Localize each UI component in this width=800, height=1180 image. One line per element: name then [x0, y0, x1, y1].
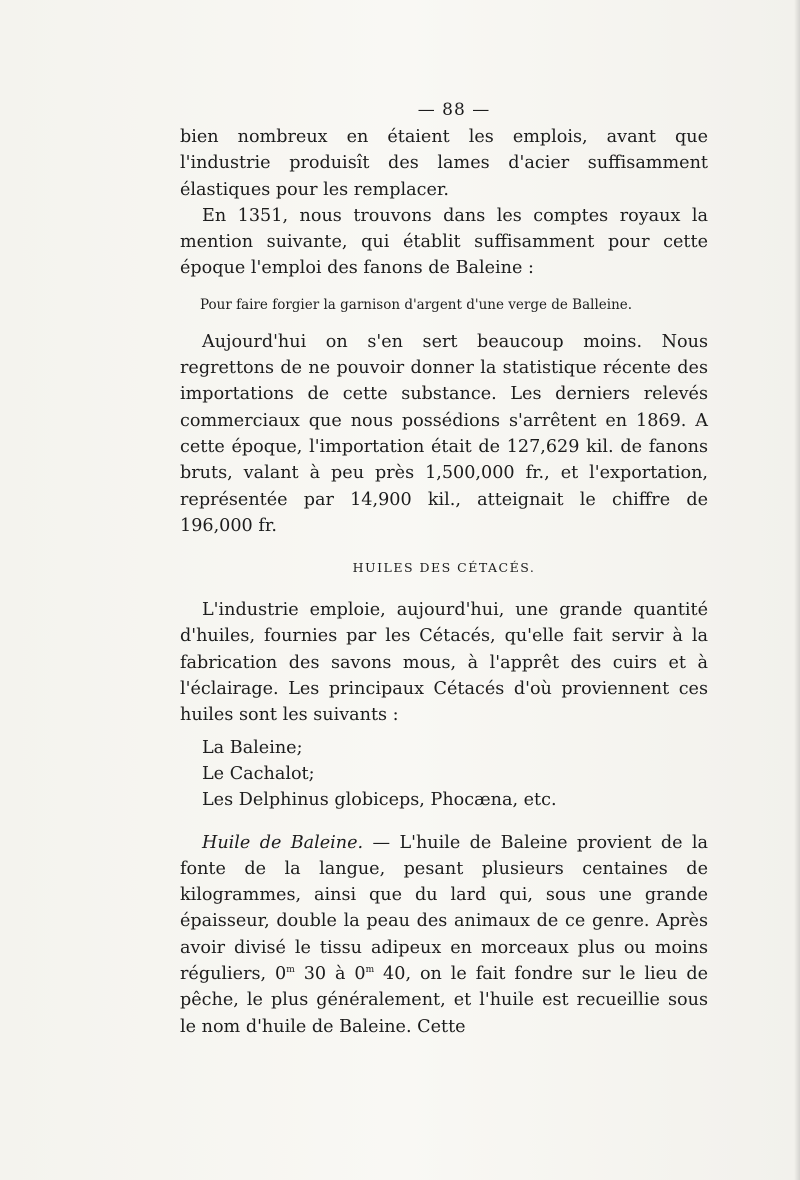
paragraph-continuation: bien nombreux en étaient les emplois, avant que l'industrie produisît des lames d'acier suffisamment élastiques pour les remplacer. [180, 127, 708, 200]
list-item: Les Delphinus globiceps, Phocæna, etc. [202, 790, 557, 811]
paragraph-whale-oil [180, 830, 708, 1040]
whale-oil-text-c: 40, on le fait fondre sur le lieu de pêche, le plus généralement, et l'huile est recueillie sous le nom d'huile de Baleine. Cette [180, 964, 708, 1037]
whale-oil-text-b: 30 à 0 [294, 964, 366, 985]
text-column [180, 96, 708, 1040]
list-item: La Baleine; [202, 737, 303, 758]
whale-oil-lead: Huile de Baleine. [202, 832, 364, 853]
whale-oil-text-a: — L'huile de Baleine provient de la fonte de la langue, pesant plusieurs centaines de kilogrammes, ainsi que du lard qui, sous une grande épaisseur, double la peau des animaux de ce genre. Après avoir divisé le tissu adipeux en morceaux plus ou moins réguliers, 0 [180, 832, 708, 985]
unit-meter: m [365, 965, 375, 976]
unit-meter: m [286, 965, 295, 976]
page-number: — 88 — [417, 100, 491, 120]
quotation: Pour faire forgier la garnison d'argent d'une verge de Balleine. [200, 296, 633, 313]
list-item: Le Cachalot; [202, 763, 315, 784]
cetacean-list [202, 735, 708, 814]
section-heading: HUILES DES CÉTACÉS. [352, 560, 536, 576]
paragraph-statistics: Aujourd'hui on s'en sert beaucoup moins. Nous regrettons de ne pouvoir donner la statistique récente des importations de cette substance. Les derniers relevés commerciaux que nous possédions s'arrêtent en 1869. A cette époque, l'importation était de 127,629 kil. de fanons bruts, valant à peu près 1,500,000 fr., et l'exportation, représentée par 14,900 kil., atteignait le chiffre de 196,000 fr. [180, 331, 708, 536]
paragraph-1351: En 1351, nous trouvons dans les comptes royaux la mention suivante, qui établit suffisamment pour cette époque l'emploi des fanons de Baleine : [180, 205, 708, 279]
page-edge-shadow [794, 0, 800, 1180]
paragraph-oils: L'industrie emploie, aujourd'hui, une grande quantité d'huiles, fournies par les Cétacés, qu'elle fait servir à la fabrication des savons mous, à l'apprêt des cuirs et à l'éclairage. Les principaux Cétacés d'où proviennent ces huiles sont les suivants : [180, 600, 708, 726]
